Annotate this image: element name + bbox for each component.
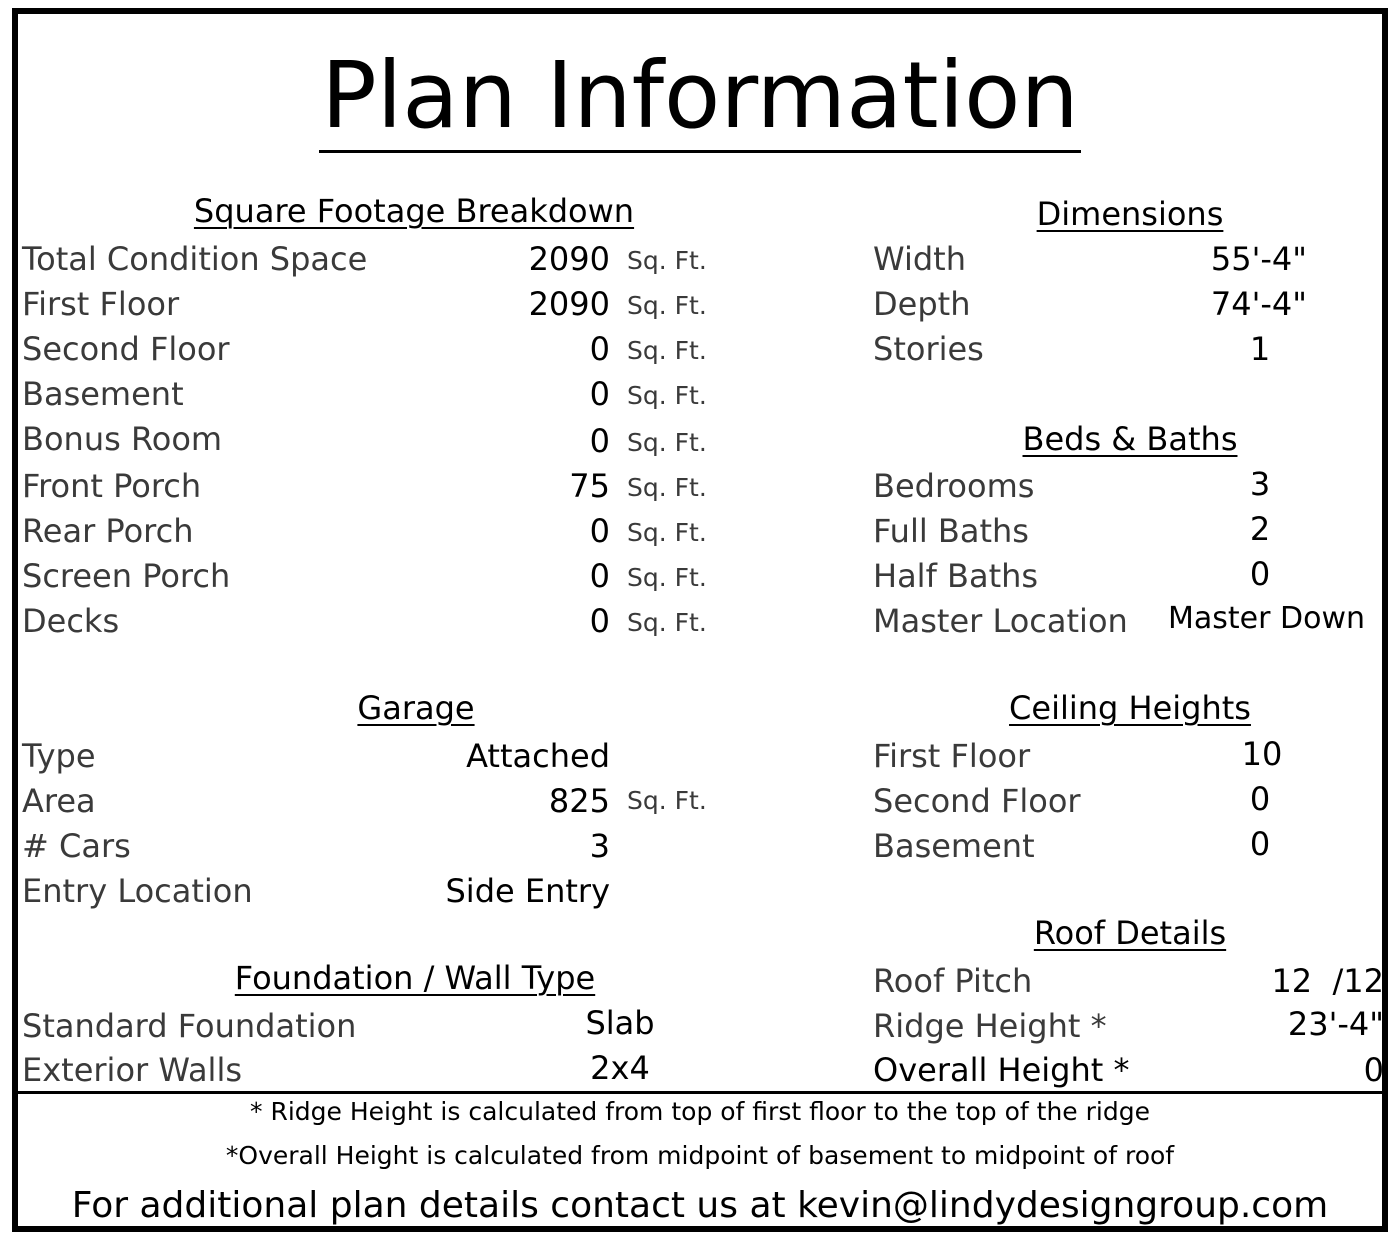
ceiling-heights-heading: Ceiling Heights — [1009, 689, 1251, 727]
ceiling-label-basement: Basement — [873, 827, 1035, 865]
foundation-value-exterior-walls: 2x4 — [590, 1049, 650, 1087]
garage-value-entry-location: Side Entry — [445, 872, 610, 910]
page-title — [0, 36, 1400, 156]
sqft-value-decks: 0 — [589, 602, 610, 640]
ceiling-label-first-floor: First Floor — [873, 737, 1031, 775]
dimensions-label-stories: Stories — [873, 330, 984, 368]
sqft-label-decks: Decks — [22, 602, 120, 640]
sqft-value-basement: 0 — [589, 375, 610, 413]
beds-label-master-location: Master Location — [873, 602, 1128, 640]
beds-label-half-baths: Half Baths — [873, 557, 1039, 595]
garage-heading: Garage — [357, 689, 475, 727]
sqft-value-front-porch: 75 — [569, 467, 610, 505]
foundation-label-standard: Standard Foundation — [22, 1007, 357, 1045]
garage-value-type: Attached — [466, 737, 610, 775]
ceiling-value-first-floor: 10 — [1241, 735, 1283, 773]
roof-details-heading: Roof Details — [1033, 914, 1227, 952]
garage-label-type: Type — [22, 737, 96, 775]
garage-unit: Sq. Ft. — [627, 786, 707, 815]
sqft-value-total-condition-space: 2090 — [528, 240, 610, 278]
ceiling-label-second-floor: Second Floor — [873, 782, 1081, 820]
roof-value-ridge-height: 23'-4" — [1287, 1005, 1384, 1043]
sqft-unit: Sq. Ft. — [627, 381, 707, 410]
sqft-value-rear-porch: 0 — [589, 512, 610, 550]
roof-value-overall-height: 0 — [1363, 1051, 1384, 1089]
page-title-text: Plan Information — [319, 42, 1081, 153]
beds-value-full-baths: 2 — [1249, 510, 1271, 548]
beds-label-full-baths: Full Baths — [873, 512, 1029, 550]
foundation-value-standard: Slab — [585, 1004, 655, 1042]
foundation-label-exterior-walls: Exterior Walls — [22, 1051, 242, 1089]
sqft-label-basement: Basement — [22, 375, 184, 413]
sqft-unit: Sq. Ft. — [627, 563, 707, 592]
contact-line: For additional plan details contact us at kevin@lindydesigngroup.com — [71, 1185, 1329, 1226]
ceiling-value-basement: 0 — [1249, 825, 1271, 863]
footnote-overall-height: *Overall Height is calculated from midpoint of basement to midpoint of roof — [225, 1141, 1175, 1170]
sqft-unit: Sq. Ft. — [627, 291, 707, 320]
foundation-heading: Foundation / Wall Type — [234, 959, 596, 997]
ceiling-value-second-floor: 0 — [1249, 780, 1271, 818]
beds-label-bedrooms: Bedrooms — [873, 467, 1035, 505]
dimensions-value-depth: 74'-4" — [1210, 285, 1307, 323]
sqft-label-total-condition-space: Total Condition Space — [22, 240, 368, 278]
dimensions-heading: Dimensions — [1036, 195, 1224, 233]
footer-divider — [12, 1091, 1388, 1094]
garage-value-cars: 3 — [589, 827, 610, 865]
beds-value-half-baths: 0 — [1249, 555, 1271, 593]
roof-value-pitch: 12 /12 — [1271, 962, 1384, 1000]
sqft-value-bonus-room: 0 — [589, 422, 610, 460]
sqft-label-first-floor: First Floor — [22, 285, 180, 323]
beds-baths-heading: Beds & Baths — [1022, 420, 1238, 458]
sqft-unit: Sq. Ft. — [627, 518, 707, 547]
square-footage-heading: Square Footage Breakdown — [193, 192, 635, 230]
sqft-label-second-floor: Second Floor — [22, 330, 230, 368]
garage-value-area: 825 — [548, 782, 610, 820]
sqft-unit: Sq. Ft. — [627, 608, 707, 637]
sqft-label-front-porch: Front Porch — [22, 467, 202, 505]
sqft-unit: Sq. Ft. — [627, 428, 707, 457]
garage-label-cars: # Cars — [22, 827, 131, 865]
sqft-value-first-floor: 2090 — [528, 285, 610, 323]
roof-label-overall-height: Overall Height * — [873, 1051, 1130, 1089]
dimensions-label-depth: Depth — [873, 285, 971, 323]
footnote-ridge-height: * Ridge Height is calculated from top of first floor to the top of the ridge — [250, 1097, 1150, 1126]
dimensions-value-width: 55'-4" — [1210, 240, 1307, 278]
roof-label-ridge-height: Ridge Height * — [873, 1007, 1107, 1045]
beds-value-bedrooms: 3 — [1249, 465, 1271, 503]
sqft-label-bonus-room: Bonus Room — [22, 420, 223, 458]
dimensions-label-width: Width — [873, 240, 966, 278]
beds-value-master-location: Master Down — [1168, 601, 1365, 636]
sqft-value-screen-porch: 0 — [589, 557, 610, 595]
sqft-label-rear-porch: Rear Porch — [22, 512, 194, 550]
sqft-unit: Sq. Ft. — [627, 473, 707, 502]
garage-label-entry-location: Entry Location — [22, 872, 253, 910]
roof-label-pitch: Roof Pitch — [873, 962, 1033, 1000]
dimensions-value-stories: 1 — [1249, 330, 1271, 368]
sqft-label-screen-porch: Screen Porch — [22, 557, 231, 595]
sqft-unit: Sq. Ft. — [627, 336, 707, 365]
sqft-unit: Sq. Ft. — [627, 246, 707, 275]
garage-label-area: Area — [22, 782, 96, 820]
sqft-value-second-floor: 0 — [589, 330, 610, 368]
